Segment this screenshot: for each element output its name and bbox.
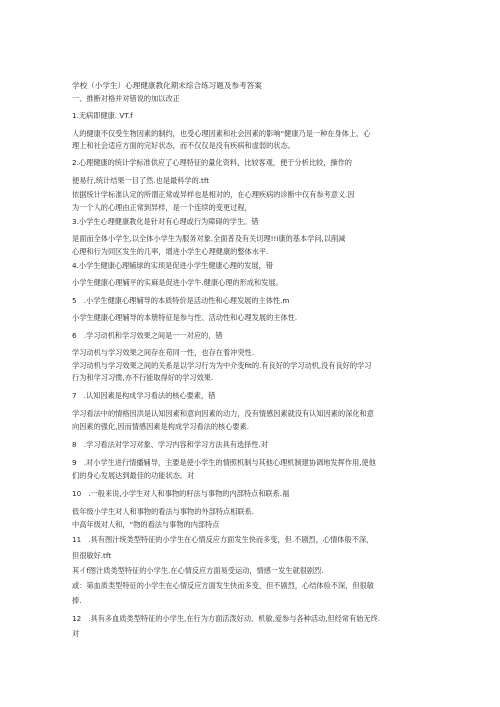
question-3: 3.小学生心理健康教化是针对有心理或行为障碍的学生。错: [72, 217, 259, 226]
answer-line: 低年级小学生对人和事物的看法与事物的外部特点相联系.: [72, 507, 254, 516]
answer-line: 心理和行为同区发生的几率，增进小学生心理健康的整体水平.: [72, 247, 269, 256]
answer-line: 依据统计学标准认定的所谓正常或异样也是相对的，在心理疾病的诊断中仅有参考意义.因: [72, 190, 355, 199]
question-line: 们的身心发展达到最佳的功能状态。对: [72, 471, 195, 480]
question-5: 5 .小学生健康心理辅导的本质特价是活动性和心理发展的主体性.m: [72, 296, 290, 305]
question-12: 12 .具有多血质类型特征的小学生,在行为方面活泼好动、机敏,爱参与各种活动,但经常有始无终.: [72, 614, 381, 623]
question-6: 6 .学习动机和学习效果之间是一一对应的，错: [72, 331, 223, 340]
answer-line: 学习动机与学习效果之间的关系是以学习行为为中介变fit的.有良好的学习动机,没有良好的学习: [72, 361, 372, 370]
answer-line: 小学生健康心理辅导的本册特征是参与性、活动性和心理发展的主体性.: [72, 313, 298, 322]
answer-line: 其イf图汁质类型特征的小学生.在心情反应方面易受运动，情感一发生就很剧烈.: [72, 566, 324, 575]
question-8: 8 .学习看法对学习对象、学习内容和学习方法具有选择性.对: [72, 440, 269, 449]
answer-line: 学习看法中的情格因洪是认知因素和意向因素的动力，没有情感因素就没有认知因素的深化和意: [72, 409, 374, 418]
answer-line: 行为和学习习惯,亦不行能取得好的学习效果.: [72, 373, 214, 382]
question-line: 对: [72, 629, 80, 638]
answer-line: 理上和社会适应方面的完好状态，而不仅仅是没有疾病和虚弱的状态。: [72, 141, 295, 150]
answer-line: 向因素的强化,因而情感因素是构成学习看法的核心要素.: [72, 422, 250, 431]
answer-line: 是面而全体小学生,以全体小学生为服务对象.全面普及有关切理!!i康的基本学问,以削减: [72, 234, 346, 243]
answer-line: 为一个人的心理由正常到异样，是一个连续的变更过程，: [72, 203, 252, 212]
question-2: 2.心理健康的统计学标准供应了心理特征的量化资料，比较客观，便于分析比较，操作的: [72, 158, 352, 167]
question-line: 便易行,统计结果一目了然.也是最科学的.tft: [72, 176, 210, 185]
question-10: 10 .一般来说,小学生对人和事物的籽法与事物的内部特点和联系.福: [72, 489, 290, 498]
answer-line: 中高年级对人和，“物的看法与事物的内部特点: [72, 520, 220, 529]
section-heading: 一、推断对格并对错说的加以改正: [72, 94, 180, 103]
answer-line: 学习动机与学习效果之间存在苟同一性，也存在着冲突性.: [72, 348, 254, 357]
answer-line: 或：第血质类型特征的小学生在心情反应方面发生快而多变，但不剧烈，心结体验不深，但很敏: [72, 581, 374, 590]
question-line: 但很敏好.tft: [72, 551, 112, 560]
answer-line: 捧.: [72, 596, 82, 605]
question-9: 9 .对小学生进行情播辅导，主要是使小学生的情照机制与其他心理机制建协调地发挥作用,使他: [72, 458, 376, 467]
question-1: 1.无病即健康. VT.f: [72, 111, 133, 120]
document-title: 学校（小学生）心理健康教化期末综合练习题及参考答案: [72, 81, 262, 90]
question-11: 11 .具有图汁统类型特征的小学生在心情反应方面发生快而多变，但.不剧烈，心情体般不深，: [72, 535, 374, 544]
question-4: 4.小学生健康心理辅球的实顼是促进小学生健康心理的发展，错: [72, 261, 273, 270]
answer-line: 人的健康不仅受生物因素的制约，也受心理因素和社会因素的影响“健康乃是一种在身体上、心: [72, 129, 371, 138]
question-7: 7 .认知因素是构成学习看法的核心要素，错: [72, 391, 216, 400]
answer-line: 小学生健康心理辅平的实麻是促进小学牛.健康心理的形成和发展。: [72, 278, 283, 287]
